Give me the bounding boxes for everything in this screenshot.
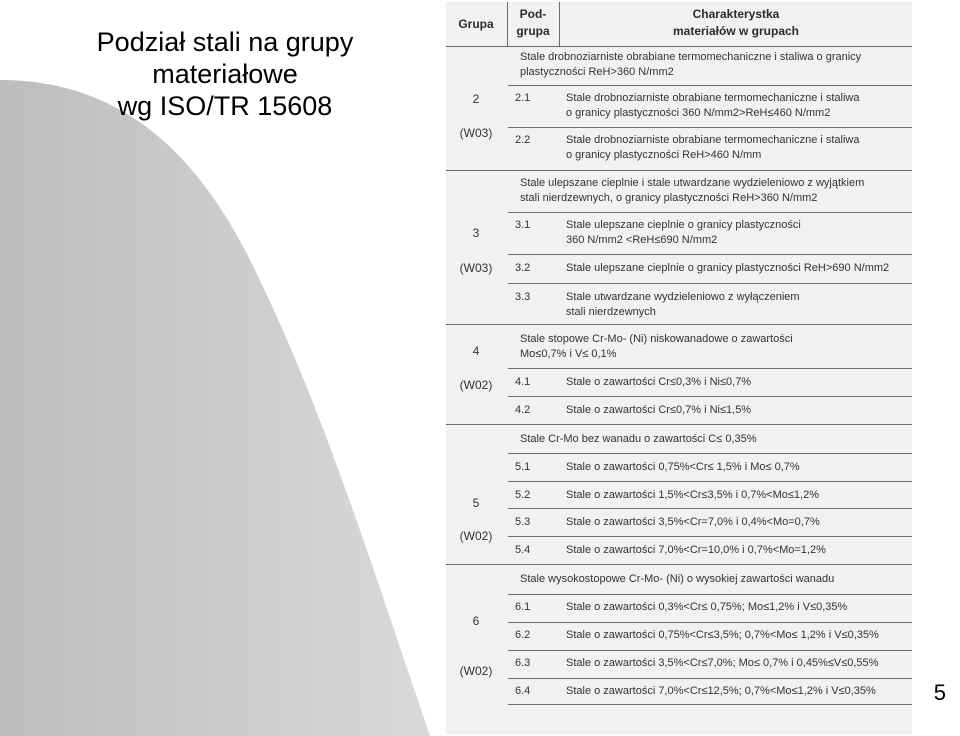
group4-number: 4 xyxy=(472,344,480,358)
subgroup-4-2-description xyxy=(566,403,912,418)
divider xyxy=(507,2,508,46)
divider xyxy=(508,650,912,651)
desc-line: Stale o zawartości 1,5%<Cr≤3,5% i 0,7%<Mo≤1,2% xyxy=(566,489,819,501)
desc-line: o granicy plastyczności 360 N/mm2>ReH≤460 N/mm2 xyxy=(566,107,831,119)
group2-description xyxy=(520,50,861,80)
subgroup-3-2-description xyxy=(566,261,912,276)
divider xyxy=(508,127,912,128)
subgroup-6-2-description xyxy=(566,628,912,643)
divider xyxy=(508,254,912,255)
subgroup-2-1-description xyxy=(566,91,912,121)
subgroup-4-1: 4.1 xyxy=(515,376,531,388)
group2-desc-line2: plastyczności ReH>360 N/mm2 xyxy=(520,66,674,78)
subgroup-6-3: 6.3 xyxy=(515,657,531,669)
group6-number: 6 xyxy=(472,614,480,628)
subgroup-3-1: 3.1 xyxy=(515,219,531,231)
subgroup-3-2: 3.2 xyxy=(515,262,531,274)
group6-desc-line1: Stale wysokostopowe Cr-Mo- (Ni) o wysokiej zawartości wanadu xyxy=(520,573,835,585)
subgroup-5-2-description xyxy=(566,488,912,503)
desc-line: Stale o zawartości 0,3%<Cr≤ 0,75%; Mo≤1,2% i V≤0,35% xyxy=(566,601,848,613)
group3-number: 3 xyxy=(472,226,480,240)
subgroup-2-2: 2.2 xyxy=(515,134,531,146)
divider xyxy=(446,424,912,425)
page-number: 5 xyxy=(933,680,946,705)
header-characteristics xyxy=(560,2,912,50)
title-line-3: wg ISO/TR 15608 xyxy=(117,91,333,121)
subgroup-2-2-description xyxy=(566,133,912,163)
group3-desc-line2: stali nierdzewnych, o granicy plastyczności ReH>360 N/mm2 xyxy=(520,192,818,204)
desc-line: 360 N/mm2 <ReH≤690 N/mm2 xyxy=(566,234,718,246)
group3-desc-line1: Stale ulepszane cieplnie i stale utwardzane wydzieleniowo z wyjątkiem xyxy=(520,177,865,189)
header-char-line1: Charakterystka xyxy=(692,7,780,21)
group4-desc-line2: Mo≤0,7% i V≤ 0,1% xyxy=(520,348,617,360)
subgroup-6-4: 6.4 xyxy=(515,685,531,697)
header-subgroup xyxy=(508,2,558,50)
header-group: Grupa xyxy=(458,17,494,31)
subgroup-6-1-description xyxy=(566,600,912,615)
subgroup-2-1: 2.1 xyxy=(515,92,531,104)
subgroup-3-1-description xyxy=(566,218,912,248)
subgroup-5-1: 5.1 xyxy=(515,461,531,473)
subgroup-6-2: 6.2 xyxy=(515,629,531,641)
divider xyxy=(446,46,912,47)
group2-number: 2 xyxy=(472,92,480,106)
group4-description xyxy=(520,332,793,362)
desc-line: Stale utwardzane wydzieleniowo z wyłączeniem xyxy=(566,291,800,303)
desc-line: Stale ulepszane cieplnie o granicy plastyczności xyxy=(566,219,801,231)
divider xyxy=(508,678,912,679)
divider xyxy=(508,85,912,86)
divider xyxy=(446,564,912,565)
divider xyxy=(508,594,912,595)
divider xyxy=(508,704,912,705)
group5-desc-line1: Stale Cr-Mo bez wanadu o zawartości C≤ 0,35% xyxy=(520,433,757,445)
group4-desc-line1: Stale stopowe Cr-Mo- (Ni) niskowanadowe o zawartości xyxy=(520,333,793,345)
divider xyxy=(508,212,912,213)
header-char-line2: materiałów w grupach xyxy=(672,24,800,38)
group2-code: (W03) xyxy=(459,126,493,140)
divider xyxy=(508,453,912,454)
divider xyxy=(446,170,912,171)
subgroup-3-3-description xyxy=(566,290,912,320)
group3-code: (W03) xyxy=(459,261,493,275)
subgroup-5-3-description xyxy=(566,515,912,530)
desc-line: Stale ulepszane cieplnie o granicy plastyczności ReH>690 N/mm2 xyxy=(566,262,890,274)
header-subgroup-line1: Pod- xyxy=(519,7,547,21)
divider xyxy=(508,396,912,397)
subgroup-5-1-description xyxy=(566,460,912,475)
material-groups-table xyxy=(446,2,912,734)
subgroup-5-4: 5.4 xyxy=(515,544,531,556)
header-subgroup-line2: grupa xyxy=(516,24,550,38)
title-line-2: materiałowe xyxy=(152,59,298,89)
desc-line: Stale o zawartości 7,0%<Cr≤12,5%; 0,7%<Mo≤1,2% i V≤0,35% xyxy=(566,685,876,697)
desc-line: o granicy plastyczności ReH>460 N/mm xyxy=(566,149,762,161)
divider xyxy=(508,508,912,509)
subgroup-5-2: 5.2 xyxy=(515,489,531,501)
subgroup-6-1: 6.1 xyxy=(515,601,531,613)
divider xyxy=(508,368,912,369)
subgroup-5-3: 5.3 xyxy=(515,516,531,528)
divider xyxy=(446,324,912,325)
divider xyxy=(508,536,912,537)
divider xyxy=(508,481,912,482)
group6-code: (W02) xyxy=(459,664,493,678)
subgroup-5-4-description xyxy=(566,543,912,558)
divider xyxy=(508,283,912,284)
subgroup-4-1-description xyxy=(566,375,912,390)
subgroup-6-3-description xyxy=(566,656,912,671)
slide-title xyxy=(60,26,390,122)
desc-line: Stale o zawartości 3,5%<Cr≤7,0%; Mo≤ 0,7% i 0,45%≤V≤0,55% xyxy=(566,657,879,669)
desc-line: Stale o zawartości Cr≤0,3% i Ni≤0,7% xyxy=(566,376,752,388)
subgroup-3-3: 3.3 xyxy=(515,291,531,303)
group2-desc-line1: Stale drobnoziarniste obrabiane termomechaniczne i staliwa o granicy xyxy=(520,51,862,63)
desc-line: Stale o zawartości 0,75%<Cr≤ 1,5% i Mo≤ 0,7% xyxy=(566,461,800,473)
group6-description xyxy=(520,572,834,587)
group5-description xyxy=(520,432,757,447)
subgroup-6-4-description xyxy=(566,684,912,699)
group5-code: (W02) xyxy=(459,529,493,543)
divider xyxy=(508,622,912,623)
group5-number: 5 xyxy=(472,496,480,510)
divider xyxy=(559,2,560,46)
desc-line: Stale o zawartości 7,0%<Cr=10,0% i 0,7%<Mo=1,2% xyxy=(566,544,826,556)
desc-line: Stale o zawartości Cr≤0,7% i Ni≤1,5% xyxy=(566,404,752,416)
desc-line: Stale drobnoziarniste obrabiane termomechaniczne i staliwa xyxy=(566,92,860,104)
subgroup-4-2: 4.2 xyxy=(515,404,531,416)
desc-line: stali nierdzewnych xyxy=(566,306,656,318)
title-line-1: Podział stali na grupy xyxy=(96,27,354,57)
desc-line: Stale o zawartości 3,5%<Cr=7,0% i 0,4%<Mo=0,7% xyxy=(566,516,820,528)
group4-code: (W02) xyxy=(459,378,493,392)
desc-line: Stale drobnoziarniste obrabiane termomechaniczne i staliwa xyxy=(566,134,860,146)
group3-description xyxy=(520,176,864,206)
desc-line: Stale o zawartości 0,75%<Cr≤3,5%; 0,7%<Mo≤ 1,2% i V≤0,35% xyxy=(566,629,879,641)
